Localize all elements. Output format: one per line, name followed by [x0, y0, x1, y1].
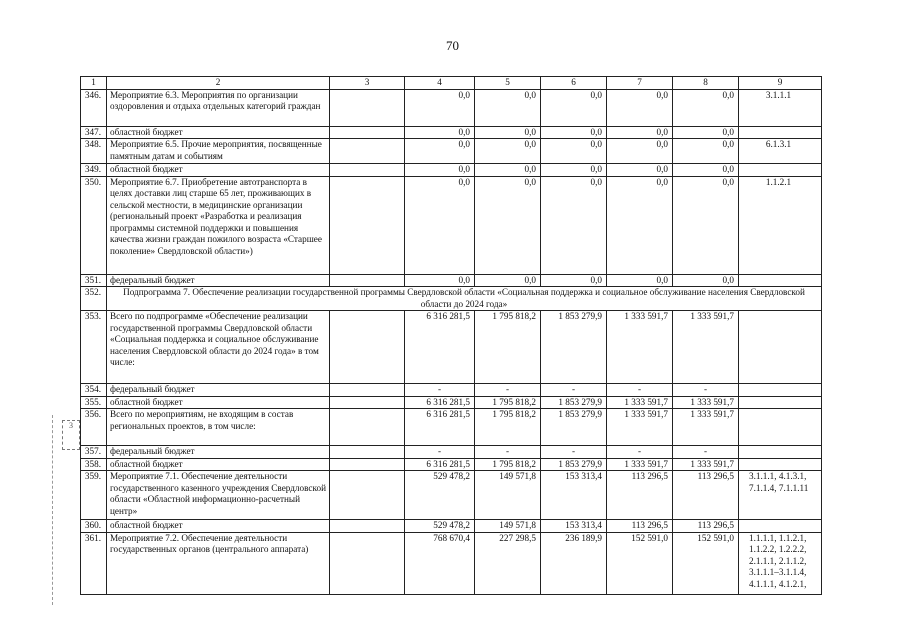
value-cell: 1 333 591,7	[673, 311, 739, 384]
row-number: 346.	[81, 89, 107, 126]
col3-cell	[330, 89, 405, 126]
target-code: 1.1.2.1	[739, 176, 822, 274]
value-cell: 0,0	[541, 89, 607, 126]
table-row	[81, 532, 822, 594]
value-cell: 529 478,2	[405, 520, 475, 533]
row-number: 347.	[81, 126, 107, 139]
value-cell: 0,0	[607, 164, 673, 177]
header-cell: 5	[475, 77, 541, 90]
target-code	[739, 311, 822, 384]
value-cell: 227 298,5	[475, 532, 541, 594]
value-cell: 1 795 818,2	[475, 311, 541, 384]
table-row	[81, 446, 822, 459]
value-cell: 149 571,8	[475, 471, 541, 520]
value-cell: 152 591,0	[673, 532, 739, 594]
row-number: 354.	[81, 384, 107, 397]
row-name: Мероприятие 6.3. Мероприятия по организации оздоровления и отдыха отдельных категорий граждан	[107, 89, 330, 126]
target-code	[739, 458, 822, 471]
col3-cell	[330, 471, 405, 520]
value-cell: -	[541, 446, 607, 459]
budget-table	[80, 76, 822, 595]
col3-cell	[330, 446, 405, 459]
table-row	[81, 520, 822, 533]
col3-cell	[330, 396, 405, 409]
value-cell: 1 795 818,2	[475, 458, 541, 471]
col3-cell	[330, 384, 405, 397]
table-row	[81, 176, 822, 274]
value-cell: 0,0	[607, 89, 673, 126]
value-cell: 0,0	[405, 176, 475, 274]
col3-cell	[330, 176, 405, 274]
value-cell: 6 316 281,5	[405, 396, 475, 409]
col3-cell	[330, 409, 405, 446]
value-cell: 153 313,4	[541, 471, 607, 520]
header-cell: 8	[673, 77, 739, 90]
row-name: федеральный бюджет	[107, 384, 330, 397]
header-cell: 6	[541, 77, 607, 90]
value-cell: 0,0	[475, 139, 541, 164]
row-name: областной бюджет	[107, 126, 330, 139]
value-cell: 113 296,5	[607, 520, 673, 533]
value-cell: 0,0	[673, 89, 739, 126]
value-cell: 6 316 281,5	[405, 311, 475, 384]
col3-cell	[330, 274, 405, 287]
target-code	[739, 446, 822, 459]
value-cell: -	[405, 446, 475, 459]
value-cell: 236 189,9	[541, 532, 607, 594]
value-cell: 1 853 279,9	[541, 311, 607, 384]
value-cell: 1 333 591,7	[607, 409, 673, 446]
value-cell: 0,0	[607, 126, 673, 139]
row-number: 350.	[81, 176, 107, 274]
value-cell: 0,0	[475, 126, 541, 139]
header-cell: 1	[81, 77, 107, 90]
value-cell: 113 296,5	[607, 471, 673, 520]
row-number: 349.	[81, 164, 107, 177]
value-cell: 0,0	[673, 274, 739, 287]
row-name: Мероприятие 7.2. Обеспечение деятельности государственных органов (центрального аппарата)	[107, 532, 330, 594]
col3-cell	[330, 139, 405, 164]
value-cell: 0,0	[673, 164, 739, 177]
row-name: Всего по мероприятиям, не входящим в состав региональных проектов, в том числе:	[107, 409, 330, 446]
value-cell: 0,0	[405, 89, 475, 126]
value-cell: 0,0	[475, 274, 541, 287]
value-cell: 149 571,8	[475, 520, 541, 533]
value-cell: 1 333 591,7	[607, 311, 673, 384]
value-cell: 0,0	[673, 139, 739, 164]
table-row	[81, 126, 822, 139]
value-cell: 0,0	[673, 176, 739, 274]
value-cell: 0,0	[405, 139, 475, 164]
col3-cell	[330, 126, 405, 139]
margin-marks	[52, 415, 55, 605]
value-cell: 768 670,4	[405, 532, 475, 594]
value-cell: 1 333 591,7	[607, 458, 673, 471]
col3-cell	[330, 311, 405, 384]
value-cell: 1 795 818,2	[475, 396, 541, 409]
value-cell: -	[673, 446, 739, 459]
table-row	[81, 139, 822, 164]
value-cell: 113 296,5	[673, 471, 739, 520]
table-row	[81, 274, 822, 287]
row-number: 355.	[81, 396, 107, 409]
row-number: 352.	[81, 287, 107, 311]
row-number: 359.	[81, 471, 107, 520]
row-number: 351.	[81, 274, 107, 287]
value-cell: -	[405, 384, 475, 397]
value-cell: 0,0	[607, 139, 673, 164]
target-code	[739, 396, 822, 409]
col3-cell	[330, 532, 405, 594]
target-code: 3.1.1.1, 4.1.3.1, 7.1.1.4, 7.1.1.11	[739, 471, 822, 520]
value-cell: 1 853 279,9	[541, 396, 607, 409]
value-cell: 0,0	[541, 164, 607, 177]
target-code: 6.1.3.1	[739, 139, 822, 164]
row-name: Всего по подпрограмме «Обеспечение реализации государственной программы Свердловской области «Социальная поддержка и социальное обслуживание населения Свердловской области до 2024 года» в том числе:	[107, 311, 330, 384]
value-cell: -	[673, 384, 739, 397]
target-code	[739, 164, 822, 177]
value-cell: 1 333 591,7	[607, 396, 673, 409]
table-row	[81, 287, 822, 311]
value-cell: 1 853 279,9	[541, 458, 607, 471]
row-name: областной бюджет	[107, 396, 330, 409]
row-name: областной бюджет	[107, 458, 330, 471]
value-cell: 529 478,2	[405, 471, 475, 520]
value-cell: 0,0	[607, 176, 673, 274]
target-code	[739, 274, 822, 287]
value-cell: 152 591,0	[607, 532, 673, 594]
value-cell: 0,0	[475, 176, 541, 274]
page-number: 70	[446, 38, 459, 53]
value-cell: 113 296,5	[673, 520, 739, 533]
col3-cell	[330, 520, 405, 533]
row-name: Мероприятие 6.5. Прочие мероприятия, посвященные памятным датам и событиям	[107, 139, 330, 164]
row-name: Мероприятие 7.1. Обеспечение деятельности государственного казенного учреждения Свердловской области «Областной информационно-расчетный центр»	[107, 471, 330, 520]
value-cell: 0,0	[475, 89, 541, 126]
target-code: 1.1.1.1, 1.1.2.1, 1.1.2.2, 1.2.2.2, 2.1.1.1, 2.1.1.2, 3.1.1.1–3.1.1.4, 4.1.1.1, 4.1.2.1,	[739, 532, 822, 594]
header-cell: 9	[739, 77, 822, 90]
table-row	[81, 311, 822, 384]
value-cell: 6 316 281,5	[405, 409, 475, 446]
row-name: областной бюджет	[107, 520, 330, 533]
row-name: федеральный бюджет	[107, 274, 330, 287]
target-code	[739, 384, 822, 397]
target-code: 3.1.1.1	[739, 89, 822, 126]
value-cell: 1 333 591,7	[673, 409, 739, 446]
value-cell: -	[607, 384, 673, 397]
table-row	[81, 471, 822, 520]
row-name: Мероприятие 6.7. Приобретение автотранспорта в целях доставки лиц старше 65 лет, проживающих в сельской местности, в медицинские организации (региональный проект «Разработка и реализация программы системной поддержки и повышения качества жизни граждан пожилого возраста «Старшее поколение» Свердловской области»)	[107, 176, 330, 274]
col3-cell	[330, 164, 405, 177]
value-cell: 6 316 281,5	[405, 458, 475, 471]
row-number: 356.	[81, 409, 107, 446]
value-cell: 0,0	[405, 164, 475, 177]
row-number: 361.	[81, 532, 107, 594]
margin-stamp: 3	[62, 420, 80, 450]
table-row	[81, 396, 822, 409]
value-cell: -	[475, 446, 541, 459]
target-code	[739, 409, 822, 446]
value-cell: -	[607, 446, 673, 459]
table-row	[81, 409, 822, 446]
table-row	[81, 89, 822, 126]
header-cell: 3	[330, 77, 405, 90]
value-cell: 1 853 279,9	[541, 409, 607, 446]
row-number: 358.	[81, 458, 107, 471]
value-cell: 0,0	[541, 126, 607, 139]
target-code	[739, 520, 822, 533]
header-row	[81, 77, 822, 90]
row-number: 357.	[81, 446, 107, 459]
header-cell: 2	[107, 77, 330, 90]
value-cell: -	[475, 384, 541, 397]
value-cell: 1 333 591,7	[673, 458, 739, 471]
table-row	[81, 458, 822, 471]
row-number: 360.	[81, 520, 107, 533]
value-cell: 0,0	[541, 274, 607, 287]
value-cell: 0,0	[405, 126, 475, 139]
value-cell: 153 313,4	[541, 520, 607, 533]
col3-cell	[330, 458, 405, 471]
row-number: 348.	[81, 139, 107, 164]
table-row	[81, 164, 822, 177]
header-cell: 7	[607, 77, 673, 90]
value-cell: 0,0	[607, 274, 673, 287]
value-cell: 1 333 591,7	[673, 396, 739, 409]
value-cell: -	[541, 384, 607, 397]
value-cell: 0,0	[541, 176, 607, 274]
row-number: 353.	[81, 311, 107, 384]
value-cell: 0,0	[475, 164, 541, 177]
row-name: областной бюджет	[107, 164, 330, 177]
value-cell: 0,0	[541, 139, 607, 164]
subprogram-title: Подпрограмма 7. Обеспечение реализации государственной программы Свердловской области «Социальная поддержка и социальное обслуживание населения Свердловской области до 2024 года»	[107, 287, 822, 311]
target-code	[739, 126, 822, 139]
value-cell: 1 795 818,2	[475, 409, 541, 446]
value-cell: 0,0	[673, 126, 739, 139]
row-name: федеральный бюджет	[107, 446, 330, 459]
header-cell: 4	[405, 77, 475, 90]
value-cell: 0,0	[405, 274, 475, 287]
table-row	[81, 384, 822, 397]
